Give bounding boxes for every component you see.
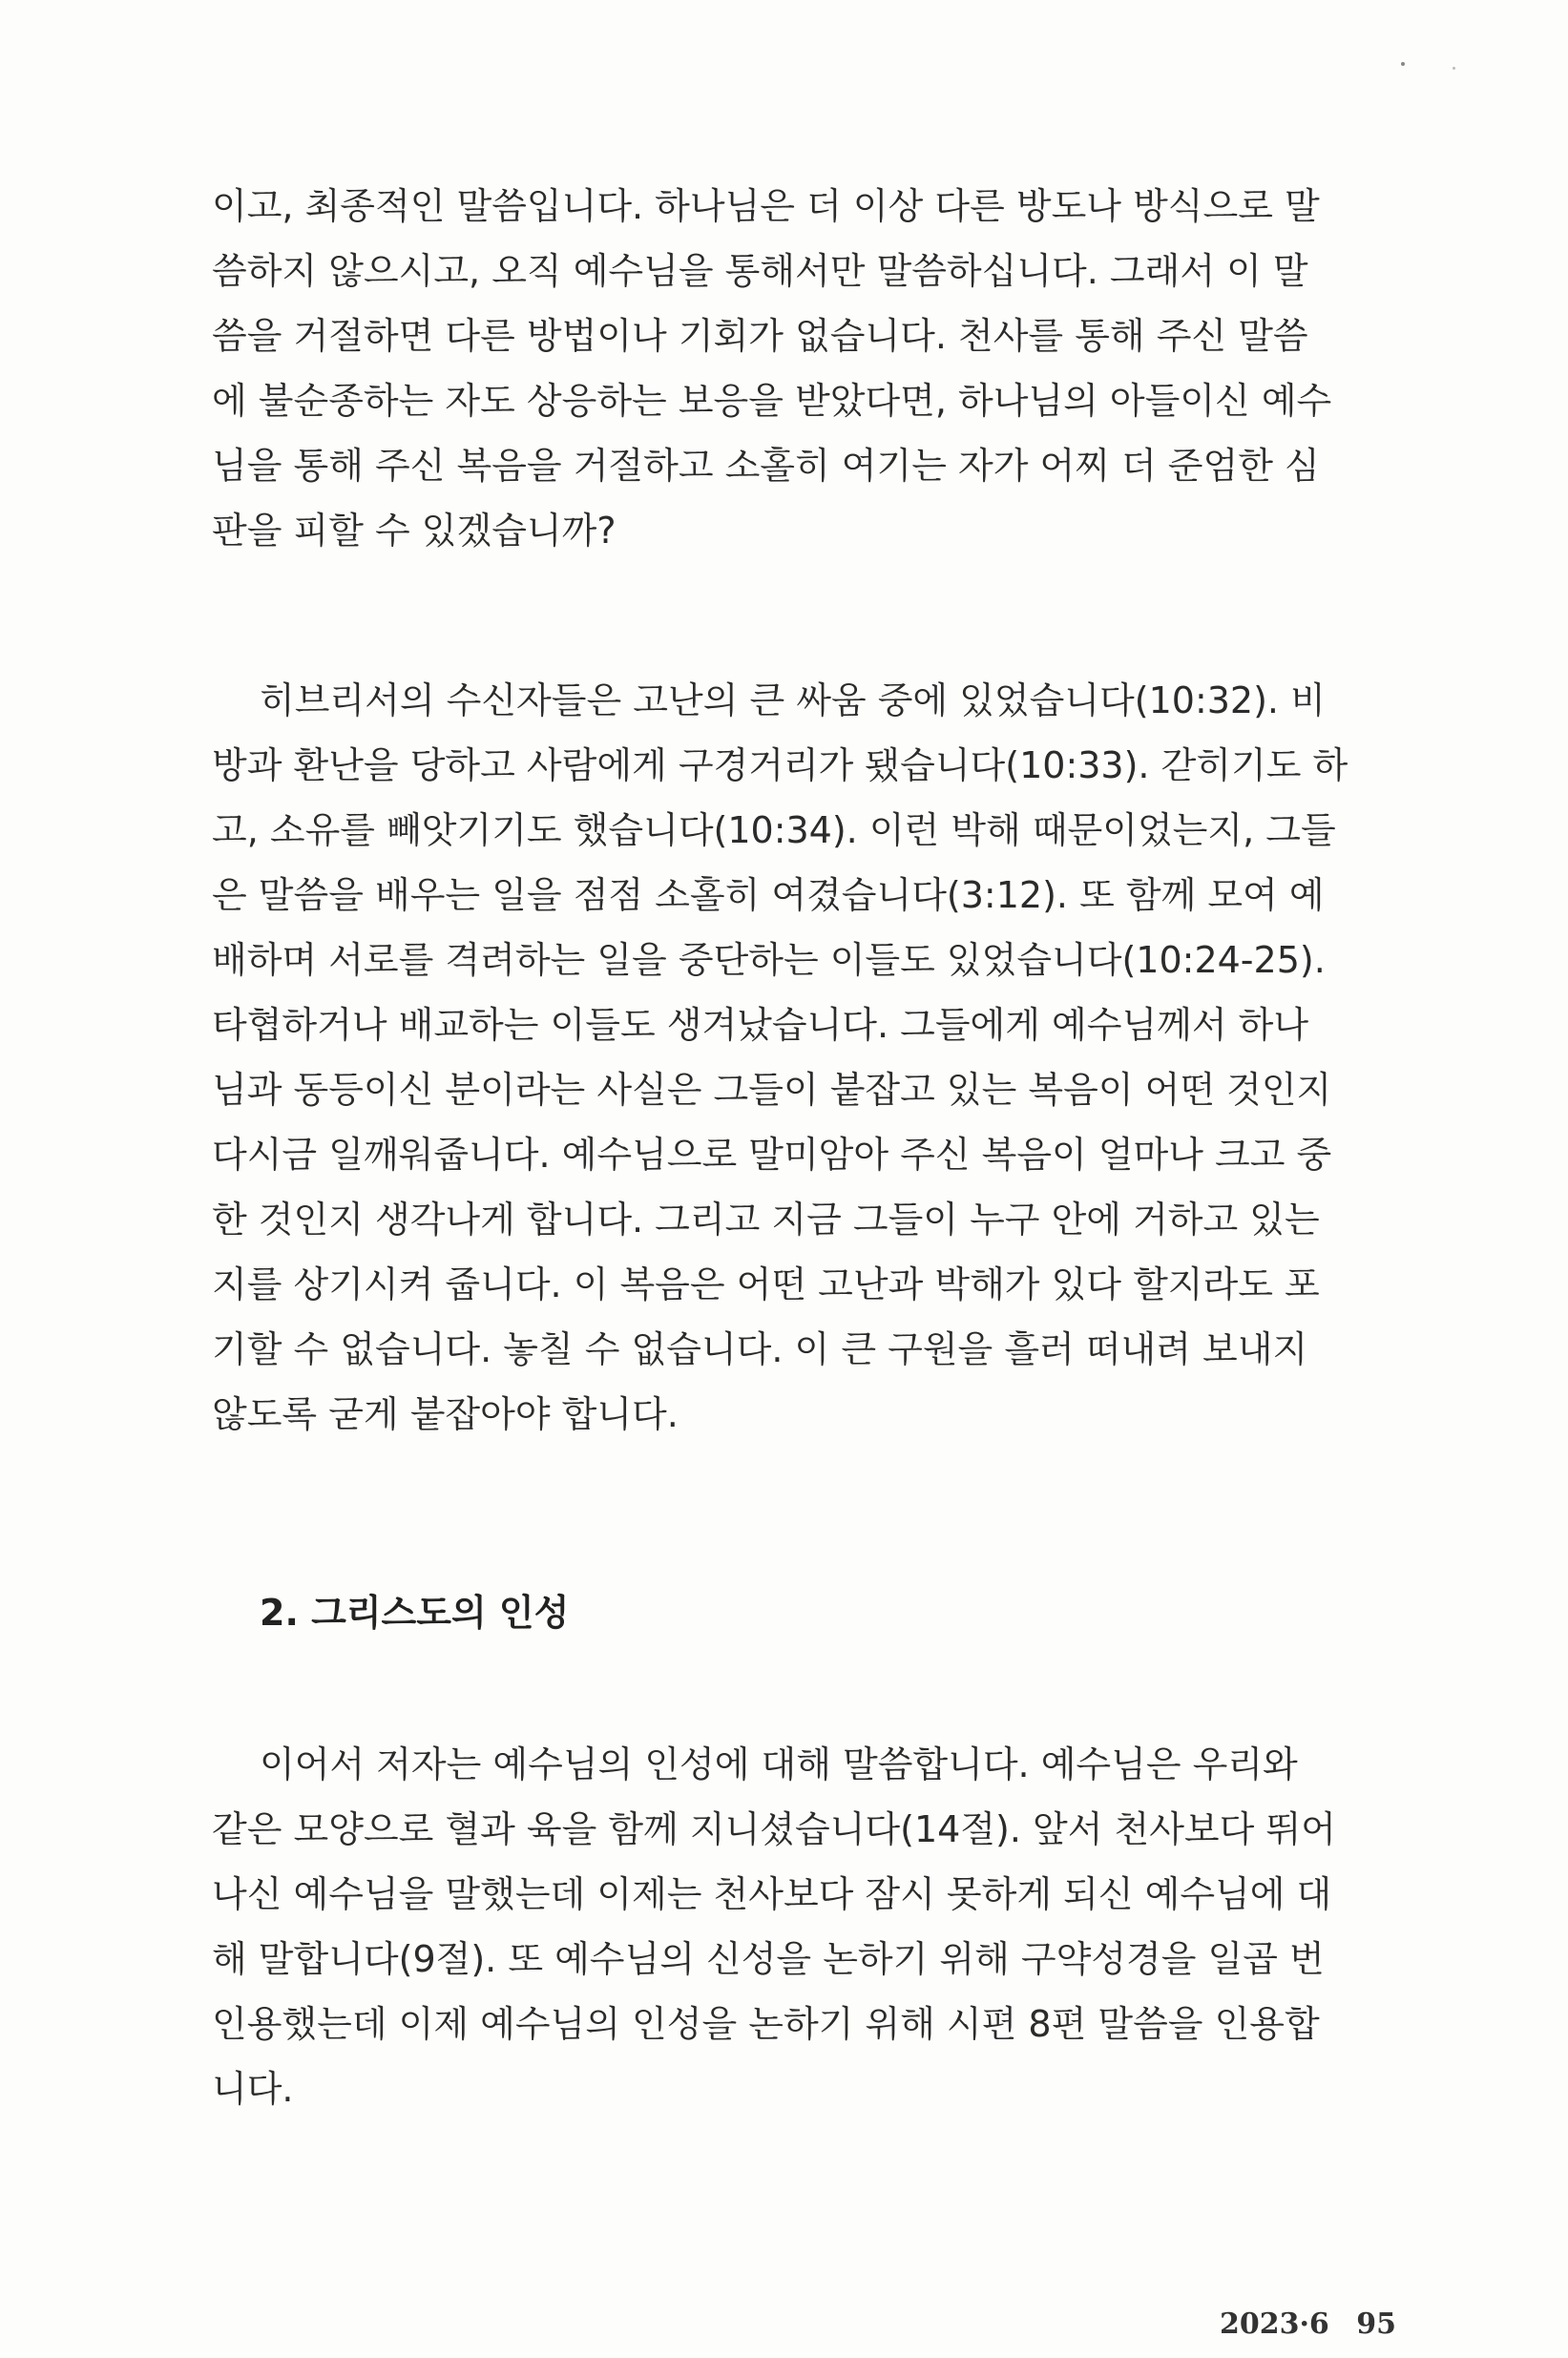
page-footer — [1220, 2307, 1396, 2341]
text-line: 인용했는데 이제 예수님의 인성을 논하기 위해 시편 8편 말씀을 인용합 — [212, 2003, 1320, 2045]
text-line: 이고, 최종적인 말씀입니다. 하나님은 더 이상 다른 방도나 방식으로 말 — [212, 185, 1320, 227]
text-line: 같은 모양으로 혈과 육을 함께 지니셨습니다(14절). 앞서 천사보다 뛰어 — [212, 1808, 1336, 1850]
text-line: 타협하거나 배교하는 이들도 생겨났습니다. 그들에게 예수님께서 하나 — [212, 1004, 1309, 1046]
text-line: 고, 소유를 빼앗기기도 했습니다(10:34). 이런 박해 때문이었는지, 그들 — [212, 809, 1336, 851]
text-line: 히브리서의 수신자들은 고난의 큰 싸움 중에 있었습니다(10:32). 비 — [260, 679, 1326, 721]
text-line: 나신 예수님을 말했는데 이제는 천사보다 잠시 못하게 되신 예수님에 대 — [212, 1873, 1332, 1915]
text-line: 씀을 거절하면 다른 방법이나 기회가 없습니다. 천사를 통해 주신 말씀 — [212, 315, 1308, 357]
text-line: 해 말합니다(9절). 또 예수님의 신성을 논하기 위해 구약성경을 일곱 번 — [212, 1938, 1325, 1980]
text-line: 판을 피할 수 있겠습니까? — [212, 510, 617, 552]
text-line: 지를 상기시켜 줍니다. 이 복음은 어떤 고난과 박해가 있다 할지라도 포 — [212, 1263, 1320, 1305]
scan-speck — [1453, 67, 1455, 70]
text-line: 방과 환난을 당하고 사람에게 구경거리가 됐습니다(10:33). 갇히기도 하 — [212, 744, 1348, 786]
text-line: 한 것인지 생각나게 합니다. 그리고 지금 그들이 누구 안에 거하고 있는 — [212, 1199, 1320, 1241]
page-number: 95 — [1356, 2307, 1396, 2341]
paragraph-continued — [212, 174, 1395, 563]
text-line: 은 말씀을 배우는 일을 점점 소홀히 여겼습니다(3:12). 또 함께 모여 예 — [212, 874, 1325, 916]
text-line: 씀하지 않으시고, 오직 예수님을 통해서만 말씀하십니다. 그래서 이 말 — [212, 250, 1308, 292]
text-line: 님과 동등이신 분이라는 사실은 그들이 붙잡고 있는 복음이 어떤 것인지 — [212, 1069, 1332, 1111]
text-line: 다시금 일깨워줍니다. 예수님으로 말미암아 주신 복음이 얼마나 크고 중 — [212, 1134, 1332, 1176]
text-line: 에 불순종하는 자도 상응하는 보응을 받았다면, 하나님의 아들이신 예수 — [212, 380, 1332, 422]
text-line: 않도록 굳게 붙잡아야 합니다. — [212, 1393, 679, 1435]
text-line: 니다. — [212, 2068, 294, 2110]
text-line: 님을 통해 주신 복음을 거절하고 소홀히 여기는 자가 어찌 더 준엄한 심 — [212, 445, 1320, 487]
scan-speck — [1401, 62, 1405, 66]
paragraph — [212, 668, 1395, 1447]
text-line: 기할 수 없습니다. 놓칠 수 없습니다. 이 큰 구원을 흘러 떠내려 보내지 — [212, 1328, 1308, 1370]
issue-date: 2023·6 — [1219, 2307, 1329, 2341]
section-heading: 2. 그리스도의 인성 — [260, 1592, 570, 1634]
text-line: 배하며 서로를 격려하는 일을 중단하는 이들도 있었습니다(10:24-25). — [212, 939, 1326, 981]
text-line: 이어서 저자는 예수님의 인성에 대해 말씀합니다. 예수님은 우리와 — [260, 1743, 1298, 1785]
paragraph — [212, 1732, 1395, 2121]
